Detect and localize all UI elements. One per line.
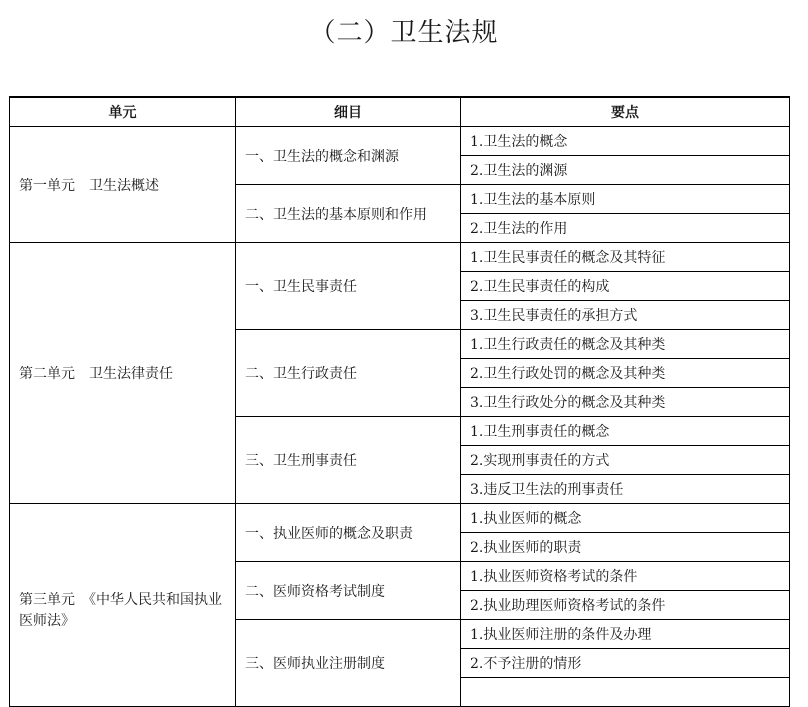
detail-cell: 一、执业医师的概念及职责 xyxy=(236,504,461,562)
detail-cell: 二、卫生法的基本原则和作用 xyxy=(236,185,461,243)
point-cell: 3.卫生民事责任的承担方式 xyxy=(461,301,790,330)
point-cell: 2.执业医师的职责 xyxy=(461,533,790,562)
header-detail: 细目 xyxy=(236,97,461,127)
point-cell: 2.卫生民事责任的构成 xyxy=(461,272,790,301)
point-cell: 3.卫生行政处分的概念及其种类 xyxy=(461,388,790,417)
point-cell: 1.执业医师的概念 xyxy=(461,504,790,533)
detail-cell: 三、医师执业注册制度 xyxy=(236,620,461,707)
table-row xyxy=(10,127,790,156)
point-cell: 3.违反卫生法的刑事责任 xyxy=(461,475,790,504)
point-cell: 2.卫生行政处罚的概念及其种类 xyxy=(461,359,790,388)
point-cell: 1.卫生刑事责任的概念 xyxy=(461,417,790,446)
unit-name: 第三单元 《中华人民共和国执业医师法》 xyxy=(19,592,222,629)
detail-cell: 二、医师资格考试制度 xyxy=(236,562,461,620)
point-cell: 1.执业医师资格考试的条件 xyxy=(461,562,790,591)
point-cell: 1.执业医师注册的条件及办理 xyxy=(461,620,790,649)
point-cell: 2.卫生法的作用 xyxy=(461,214,790,243)
detail-cell: 三、卫生刑事责任 xyxy=(236,417,461,504)
table-row xyxy=(10,504,790,533)
detail-cell: 一、卫生法的概念和渊源 xyxy=(236,127,461,185)
point-cell: 1.卫生法的基本原则 xyxy=(461,185,790,214)
page-title: （二）卫生法规 xyxy=(309,18,499,48)
unit-cell: 第一单元 卫生法概述 xyxy=(10,127,236,243)
point-cell: 1.卫生法的概念 xyxy=(461,127,790,156)
point-cell: 1.卫生民事责任的概念及其特征 xyxy=(461,243,790,272)
detail-cell: 二、卫生行政责任 xyxy=(236,330,461,417)
point-cell: 1.卫生行政责任的概念及其种类 xyxy=(461,330,790,359)
table-header-row xyxy=(10,97,790,127)
point-cell: 2.卫生法的渊源 xyxy=(461,156,790,185)
syllabus-table xyxy=(9,96,790,707)
unit-cell: 第二单元 卫生法律责任 xyxy=(10,243,236,504)
header-point: 要点 xyxy=(461,97,790,127)
detail-cell: 一、卫生民事责任 xyxy=(236,243,461,330)
point-cell xyxy=(461,678,790,707)
header-unit: 单元 xyxy=(10,97,236,127)
point-cell: 2.实现刑事责任的方式 xyxy=(461,446,790,475)
point-cell: 2.不予注册的情形 xyxy=(461,649,790,678)
table-row xyxy=(10,243,790,272)
point-cell: 2.执业助理医师资格考试的条件 xyxy=(461,591,790,620)
unit-cell xyxy=(10,504,236,707)
